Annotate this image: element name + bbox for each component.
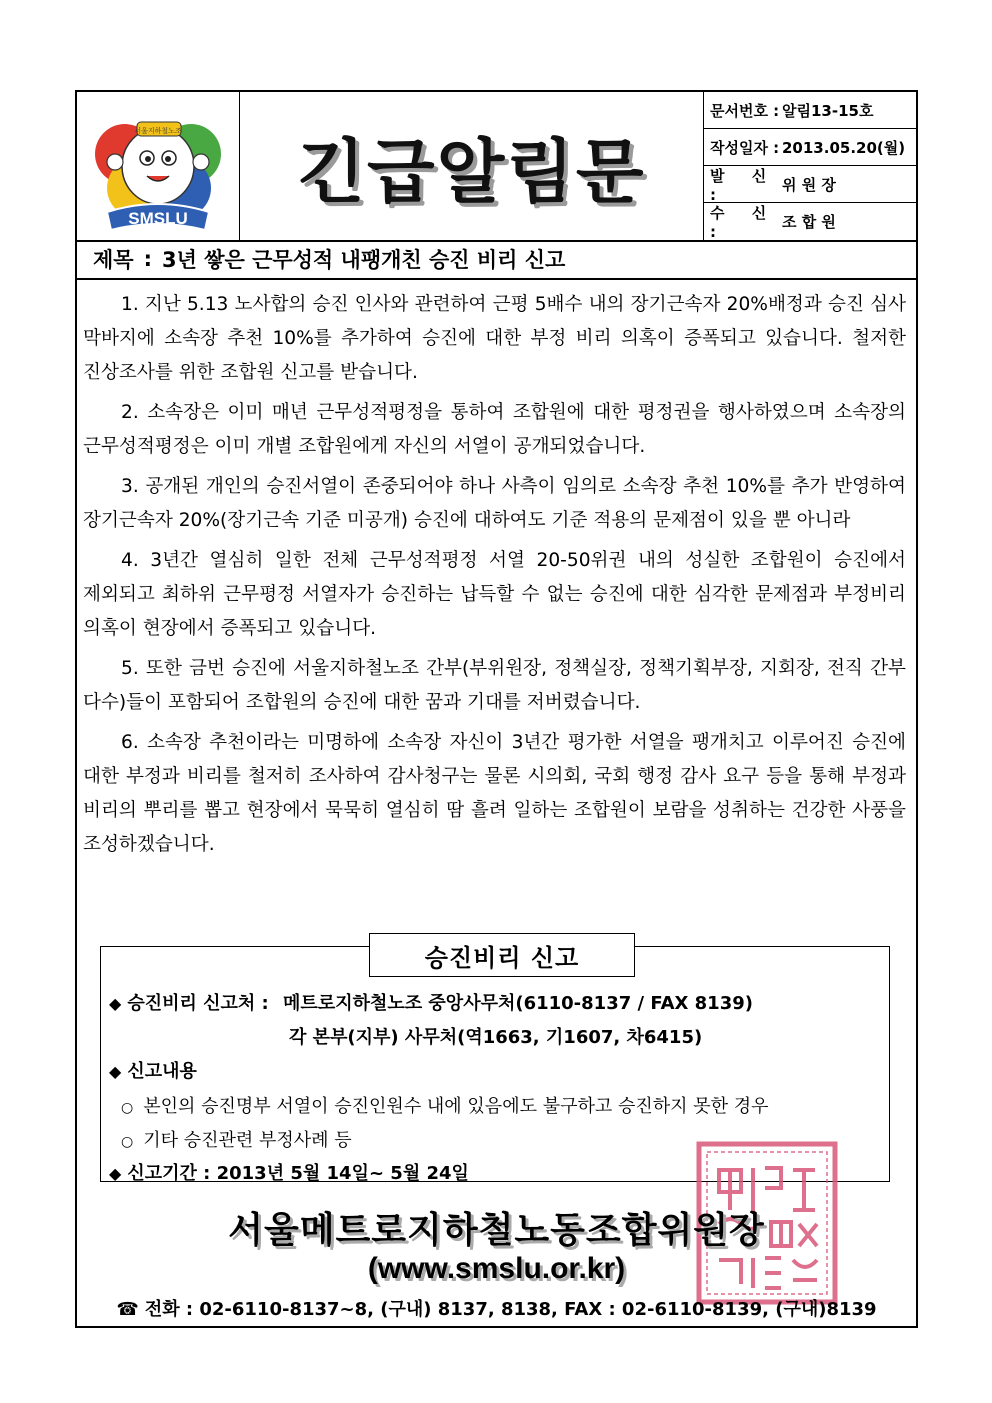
logo-text: SMSLU <box>128 209 188 228</box>
title-cell <box>240 92 704 240</box>
meta-row-date <box>704 129 916 166</box>
diamond-bullet-icon: ◆ <box>109 1062 122 1081</box>
meta-row-sender <box>704 166 916 203</box>
report-content-label: 신고내용 <box>127 1061 197 1082</box>
circle-bullet-icon: ○ <box>121 1134 134 1150</box>
circle-bullet-icon: ○ <box>121 1100 134 1116</box>
report-content-heading <box>109 1057 197 1083</box>
paragraph-3: 3. 공개된 개인의 승진서열이 존중되어야 하나 사측이 임의로 소속장 추천 10%를 추가 반영하여 장기근속자 20%(장기근속 기준 미공개) 승진에 대하여도 기준 적용의 문제점이 있을 뿐 아니라 <box>83 476 906 531</box>
meta-label: 발 신 : <box>710 166 778 204</box>
meta-value: 2013.05.20(월) <box>782 138 906 157</box>
report-period-line <box>109 1159 469 1185</box>
meta-table <box>704 92 916 240</box>
paragraph-4: 4. 3년간 열심히 일한 전체 근무성적평정 서열 20-50위권 내의 성실한 조합원이 승진에서 제외되고 최하위 근무평정 서열자가 승진하는 납득할 수 없는 승진에 대한 심각한 문제점과 부정비리 의혹이 현장에서 증폭되고 있습니다. <box>83 550 906 639</box>
logo-badge-text: 서울지하철노조 <box>134 127 182 135</box>
phone-icon: ☎ <box>116 1299 139 1320</box>
report-place-line1: 메트로지하철노조 중앙사무처(6110-8137 / FAX 8139) <box>283 993 753 1014</box>
diamond-bullet-icon: ◆ <box>109 994 122 1013</box>
meta-label: 수 신 : <box>710 204 778 241</box>
meta-row-recipient <box>704 203 916 240</box>
report-content-item <box>121 1126 352 1152</box>
paragraph-2: 2. 소속장은 이미 매년 근무성적평정을 통하여 조합원에 대한 평정권을 행사하였으며 소속장의 근무성적평정은 이미 개별 조합원에게 자신의 서열이 공개되었습니다. <box>83 402 906 457</box>
meta-label: 작성일자 : <box>710 138 780 157</box>
union-logo <box>77 92 239 240</box>
subject-separator: : <box>143 247 152 271</box>
paragraph-1: 1. 지난 5.13 노사합의 승진 인사와 관련하여 근평 5배수 내의 장기근속자 20%배정과 승진 심사 막바지에 소속장 추천 10%를 추가하여 승진에 대한 부정 비리 의혹이 증폭되고 있습니다. 철저한 진상조사를 위한 조합원 신고를 받습니다. <box>83 294 906 383</box>
body-text <box>77 288 916 868</box>
meta-value: 위 원 장 <box>782 175 836 194</box>
meta-value: 조 합 원 <box>782 213 836 231</box>
phone-text: 전화 : 02-6110-8137~8, (구내) 8137, 8138, FAX : 02-6110-8139, (구내)8139 <box>144 1299 877 1320</box>
subject-label: 제목 <box>93 248 134 272</box>
report-period: 신고기간 : 2013년 5월 14일~ 5월 24일 <box>127 1163 469 1184</box>
phone-line <box>77 1295 916 1321</box>
logo-cell <box>77 92 240 240</box>
meta-row-doc-number <box>704 92 916 129</box>
diamond-bullet-icon: ◆ <box>109 1164 122 1183</box>
meta-value: 알림13-15호 <box>782 101 874 120</box>
report-place-line2: 각 본부(지부) 사무처(역1663, 기1607, 차6415) <box>289 1027 703 1048</box>
paragraph-5: 5. 또한 금번 승진에 서울지하철노조 간부(부위원장, 정책실장, 정책기획부장, 지회장, 전직 간부 다수)들이 포함되어 조합원의 승진에 대한 꿈과 기대를 저버렸습니다. <box>83 658 906 713</box>
report-content-item-text: 기타 승진관련 부정사례 등 <box>143 1130 352 1151</box>
report-box-title: 승진비리 신고 <box>369 933 635 977</box>
website-link[interactable]: (www.smslu.or.kr) <box>367 1252 626 1285</box>
report-content-item <box>121 1092 769 1118</box>
subject-line <box>77 240 916 280</box>
report-place-line <box>109 989 753 1015</box>
document-frame <box>75 90 918 1328</box>
subject-text: 3년 쌓은 근무성적 내팽개친 승진 비리 신고 <box>161 248 566 272</box>
report-place-label: 승진비리 신고처 : <box>127 993 269 1014</box>
signature-line: 서울메트로지하철노동조합위원장 <box>228 1210 765 1251</box>
meta-label: 문서번호 : <box>710 101 780 120</box>
document-title: 긴급알림문 <box>297 130 646 213</box>
header <box>77 92 916 242</box>
paragraph-6: 6. 소속장 추천이라는 미명하에 소속장 자신이 3년간 평가한 서열을 팽개치고 이루어진 승진에 대한 부정과 비리를 철저히 조사하여 감사청구는 물론 시의회, 국회 행정 감사 요구 등을 통해 부정과 비리의 뿌리를 뽑고 현장에서 묵묵히 열심히 땀 흘려 일하는 조합원이 보람을 성취하는 건강한 사풍을 조성하겠습니다. <box>83 732 906 855</box>
report-content-item-text: 본인의 승진명부 서열이 승진인원수 내에 있음에도 불구하고 승진하지 못한 경우 <box>143 1096 769 1117</box>
